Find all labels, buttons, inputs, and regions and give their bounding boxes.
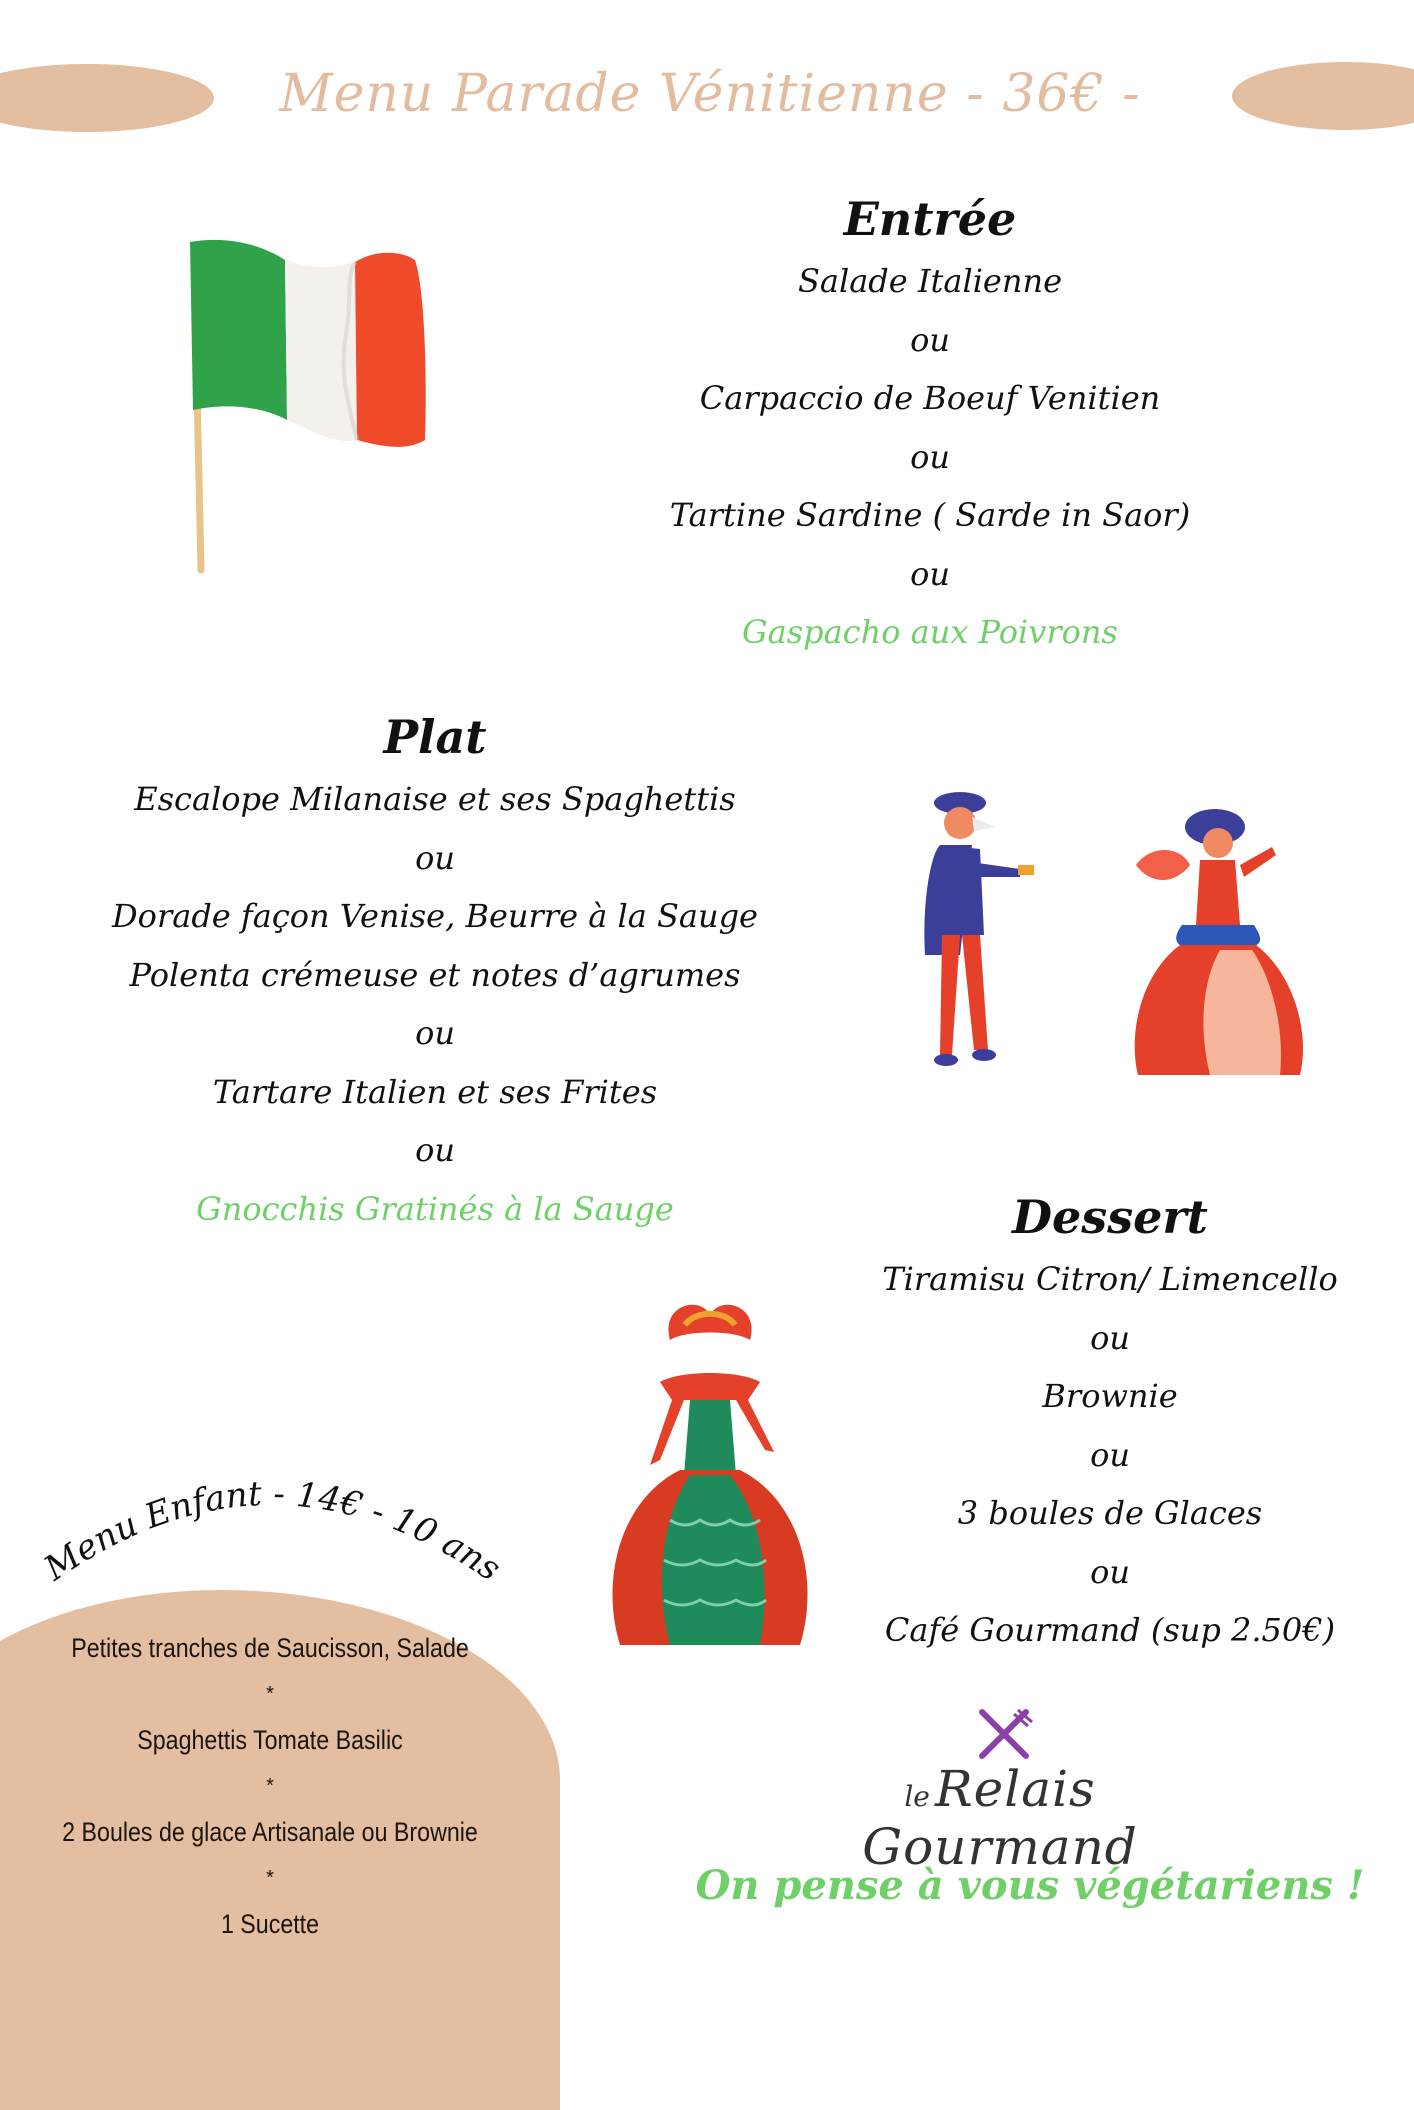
plat-separator: ou [415,1014,455,1052]
entree-separator: ou [910,554,950,593]
plat-heading: Plat [383,710,487,764]
kids-menu-title [10,1450,530,1610]
dessert-separator: ou [1090,1318,1130,1357]
kids-menu-title-text: Menu Enfant - 14€ - 10 ans [37,1473,508,1590]
entree-item: Tartine Sardine ( Sarde in Saor) [669,496,1191,534]
dessert-section [810,1188,1410,1660]
kids-menu-item: 1 Sucette [220,1909,320,1939]
entree-separator: ou [910,320,950,359]
entree-heading: Entrée [843,192,1017,246]
plat-item: Dorade façon Venise, Beurre à la Sauge [112,897,758,935]
kids-menu-item: 2 Boules de glace Artisanale ou Brownie [62,1817,478,1847]
entree-section [630,190,1230,662]
italian-flag-icon [175,230,435,580]
menu-title: Menu Parade Vénitienne - 36€ - [279,64,1141,124]
plat-item: Escalope Milanaise et ses Spaghettis [134,780,736,818]
plat-vegetarian-item: Gnocchis Gratinés à la Sauge [196,1189,674,1228]
dessert-item: Brownie [1042,1377,1178,1415]
carnival-couple-illustration [900,785,1340,1095]
entree-item: Salade Italienne [797,262,1063,300]
vegetarian-note: On pense à vous végétariens ! [695,1862,1365,1909]
plat-item: Polenta crémeuse et notes d’agrumes [129,955,741,994]
dessert-heading: Dessert [1012,1190,1208,1244]
kids-menu-item: Petites tranches de Saucisson, Salade [71,1633,469,1663]
plat-separator: ou [415,1131,455,1169]
dessert-item: Café Gourmand (sup 2.50€) [884,1611,1336,1649]
brand-logo [760,1760,1240,1876]
svg-text:Menu Enfant - 14€ - 10 ans [36,1474,507,1589]
fork-knife-icon [974,1706,1034,1762]
plat-item: Tartare Italien et ses Frites [212,1072,658,1111]
kids-menu-separator: * [266,1683,274,1705]
carnival-woman-illustration [560,1300,860,1650]
plat-separator: ou [415,838,455,877]
entree-item: Carpaccio de Boeuf Venitien [699,379,1161,417]
dessert-separator: ou [1090,1552,1130,1591]
plat-section [30,708,840,1238]
brand-prefix: le [904,1780,930,1813]
dessert-item: Tiramisu Citron/ Limencello [882,1260,1338,1298]
kids-menu-items [20,1625,520,1947]
kids-menu-separator: * [266,1867,274,1889]
header-decor-left [0,64,214,132]
kids-menu-item: Spaghettis Tomate Basilic [137,1725,403,1755]
header-decor-right [1232,62,1414,130]
dessert-separator: ou [1090,1435,1130,1474]
dessert-item: 3 boules de Glaces [957,1494,1263,1532]
kids-menu-separator: * [266,1775,274,1797]
entree-separator: ou [910,437,950,476]
brand-name: Relais Gourmand [862,1760,1138,1876]
entree-vegetarian-item: Gaspacho aux Poivrons [742,613,1118,651]
